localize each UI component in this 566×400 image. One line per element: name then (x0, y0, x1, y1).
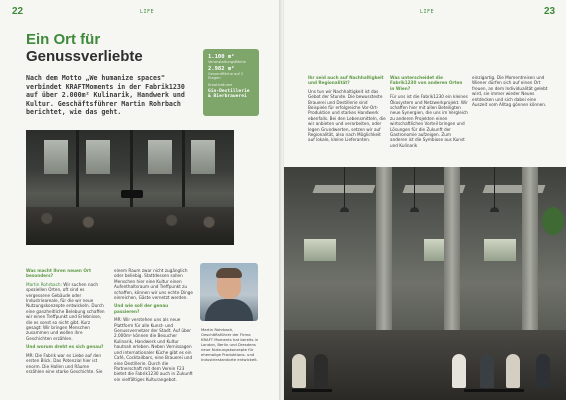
page-number-right: 23 (544, 6, 556, 17)
text-column-r1 (308, 75, 386, 143)
article-title-line1: Ein Ort für (26, 31, 101, 48)
stat-label: Gesamtfläche auf 2 Etagen (208, 72, 244, 81)
answer: Uns tun wir Nachhaltigkeit ist das Gebot der Stunde. Die bewussteste Brauerei und Destillerie sind Beispiele für erfolgreiche Vor-Ort-Produktion und starkes Handwerk ebenfalls. Bei den Lebensmitteln, die wir anbieten und verarbeiten, oder legen Grundwerten, setzen wir auf Regionalität, also nach Möglichkeit auf lokale, kleine Lieferanten. (308, 88, 386, 143)
stat-value: 2.982 m² (208, 66, 235, 73)
text-column-r2 (390, 75, 468, 148)
text-column-r3 (472, 75, 550, 107)
paragraph: einem Raum zwar nicht zugänglich oder beliebig. Stattdessen sollen Menschen hier eine Kultur einen Aufenthaltsraum und Treffpunkt zu schaffen, können wir uns echte Dinge einreichen, Gäste vernetzt werden. (114, 268, 194, 301)
stats-box (203, 49, 259, 116)
article-lead: Nach dem Motto „We humanize spaces" verbindet KRAFTMoments in der Fabrik1230 auf über 2.000m² Kulinarik, Handwerk und Kultur. Geschäftsführer Martin Rohrbach berichtet, wie das geht. (26, 74, 185, 117)
question: Was unterscheidet die Fabrik1230 von anderen Orten in Wien? (390, 75, 463, 91)
stat-label: Veranstaltungsfläche (208, 60, 246, 64)
page-number-left: 22 (12, 6, 24, 17)
text-column-2 (114, 268, 194, 382)
stat-value: 1.100 m² (208, 54, 235, 60)
left-page (0, 0, 282, 400)
interviewee-name: Martin Rohrbach (26, 281, 61, 287)
stat-label: Kreativräume (208, 82, 233, 87)
answer: einzigartig. Die Momentreisen und Wiener dürfen sich auf einen Ort freuen, an dem Individualität gelebt wird, sie immer wieder Neues entdecken und sich dabei eine Auszeit vom Alltag gönnen können. (472, 75, 548, 108)
answer-2: MR: Die Fabrik war es Liebe auf den ersten Blick. Das Potenzial hier ist enorm. Die Hallen und Räume erzählen eine starke Geschichte. Sie (26, 352, 103, 374)
section-label-left: LIFE (140, 9, 155, 15)
text-column-1 (26, 268, 106, 374)
stat-highlight: Gin-Destillerie & Bierbrauerei (208, 88, 250, 99)
question-3: Und wie soll der genau passieren? (114, 303, 169, 314)
section-label-right: LIFE (420, 9, 435, 15)
question-2: Und worum dreht es sich genau? (26, 344, 104, 350)
answer-1-text: : Wir suchen nach speziellen Orten, oft sind es vergessene Gebäude oder Industrieareale, für die wir neue Nutzungskonzepte entwickeln. Durch eine ganzheitliche Belebung schaffen wir einen Treffpunkt und Erlebnisse, die es sonst so nicht gibt. Kurz gesagt: Wir bringen Menschen zusammen und wollen ihre Geschichten erzählen. (26, 281, 105, 341)
portrait-photo (200, 263, 258, 321)
question-1: Was macht Ihren neuen Ort besonders? (26, 268, 91, 279)
portrait-caption: Martin Rohrbach, Geschäftsführer der Firma KRAFT Moments hat bereits in London, Berlin und Dresdens neue Nutzungskonzepte für ehemalige Produktions- und Industriestandorte entwickelt. (201, 327, 259, 362)
concert-hall-photo (26, 130, 234, 245)
answer-1 (26, 282, 106, 341)
question: Ihr seid auch auf Nachhaltigkeit und Regionalität? (308, 75, 384, 86)
answer-3: MR: Wir verstehen uns als neue Plattform für alle Kunst- und Genussvernetzer der Stadt. Auf über 2.000m² können die Besucher Kulinarik, Handwerk und Kultur hautnah erleben. Neben Vernissagen und internationaler Küche gibt es ein Café, Cocktailbars, eine Brauerei und eine Destillerie. Durch die Partnerschaft mit dem Verein F23 bietet die Fabrik1230 auch in Zukunft ein vielfältiges Kulturangebot. (114, 317, 193, 382)
answer: Für uns ist die Fabrik1230 ein kleines Ökosystem und Netzwerkprojekt. Wir schaffen hier mit allen Beteiligten neue Synergien, die uns im Vergleich zu anderen Projekten einen wirtschaftlichen Vorteil bringen und Lösungen für die Zukunft der Gastronomie aufzeigen. Zum anderen ist die Symbiose aus Kunst und Kulinarik (390, 94, 468, 148)
restaurant-photo (284, 167, 566, 400)
article-title-line2: Genussverliebte (26, 48, 143, 65)
